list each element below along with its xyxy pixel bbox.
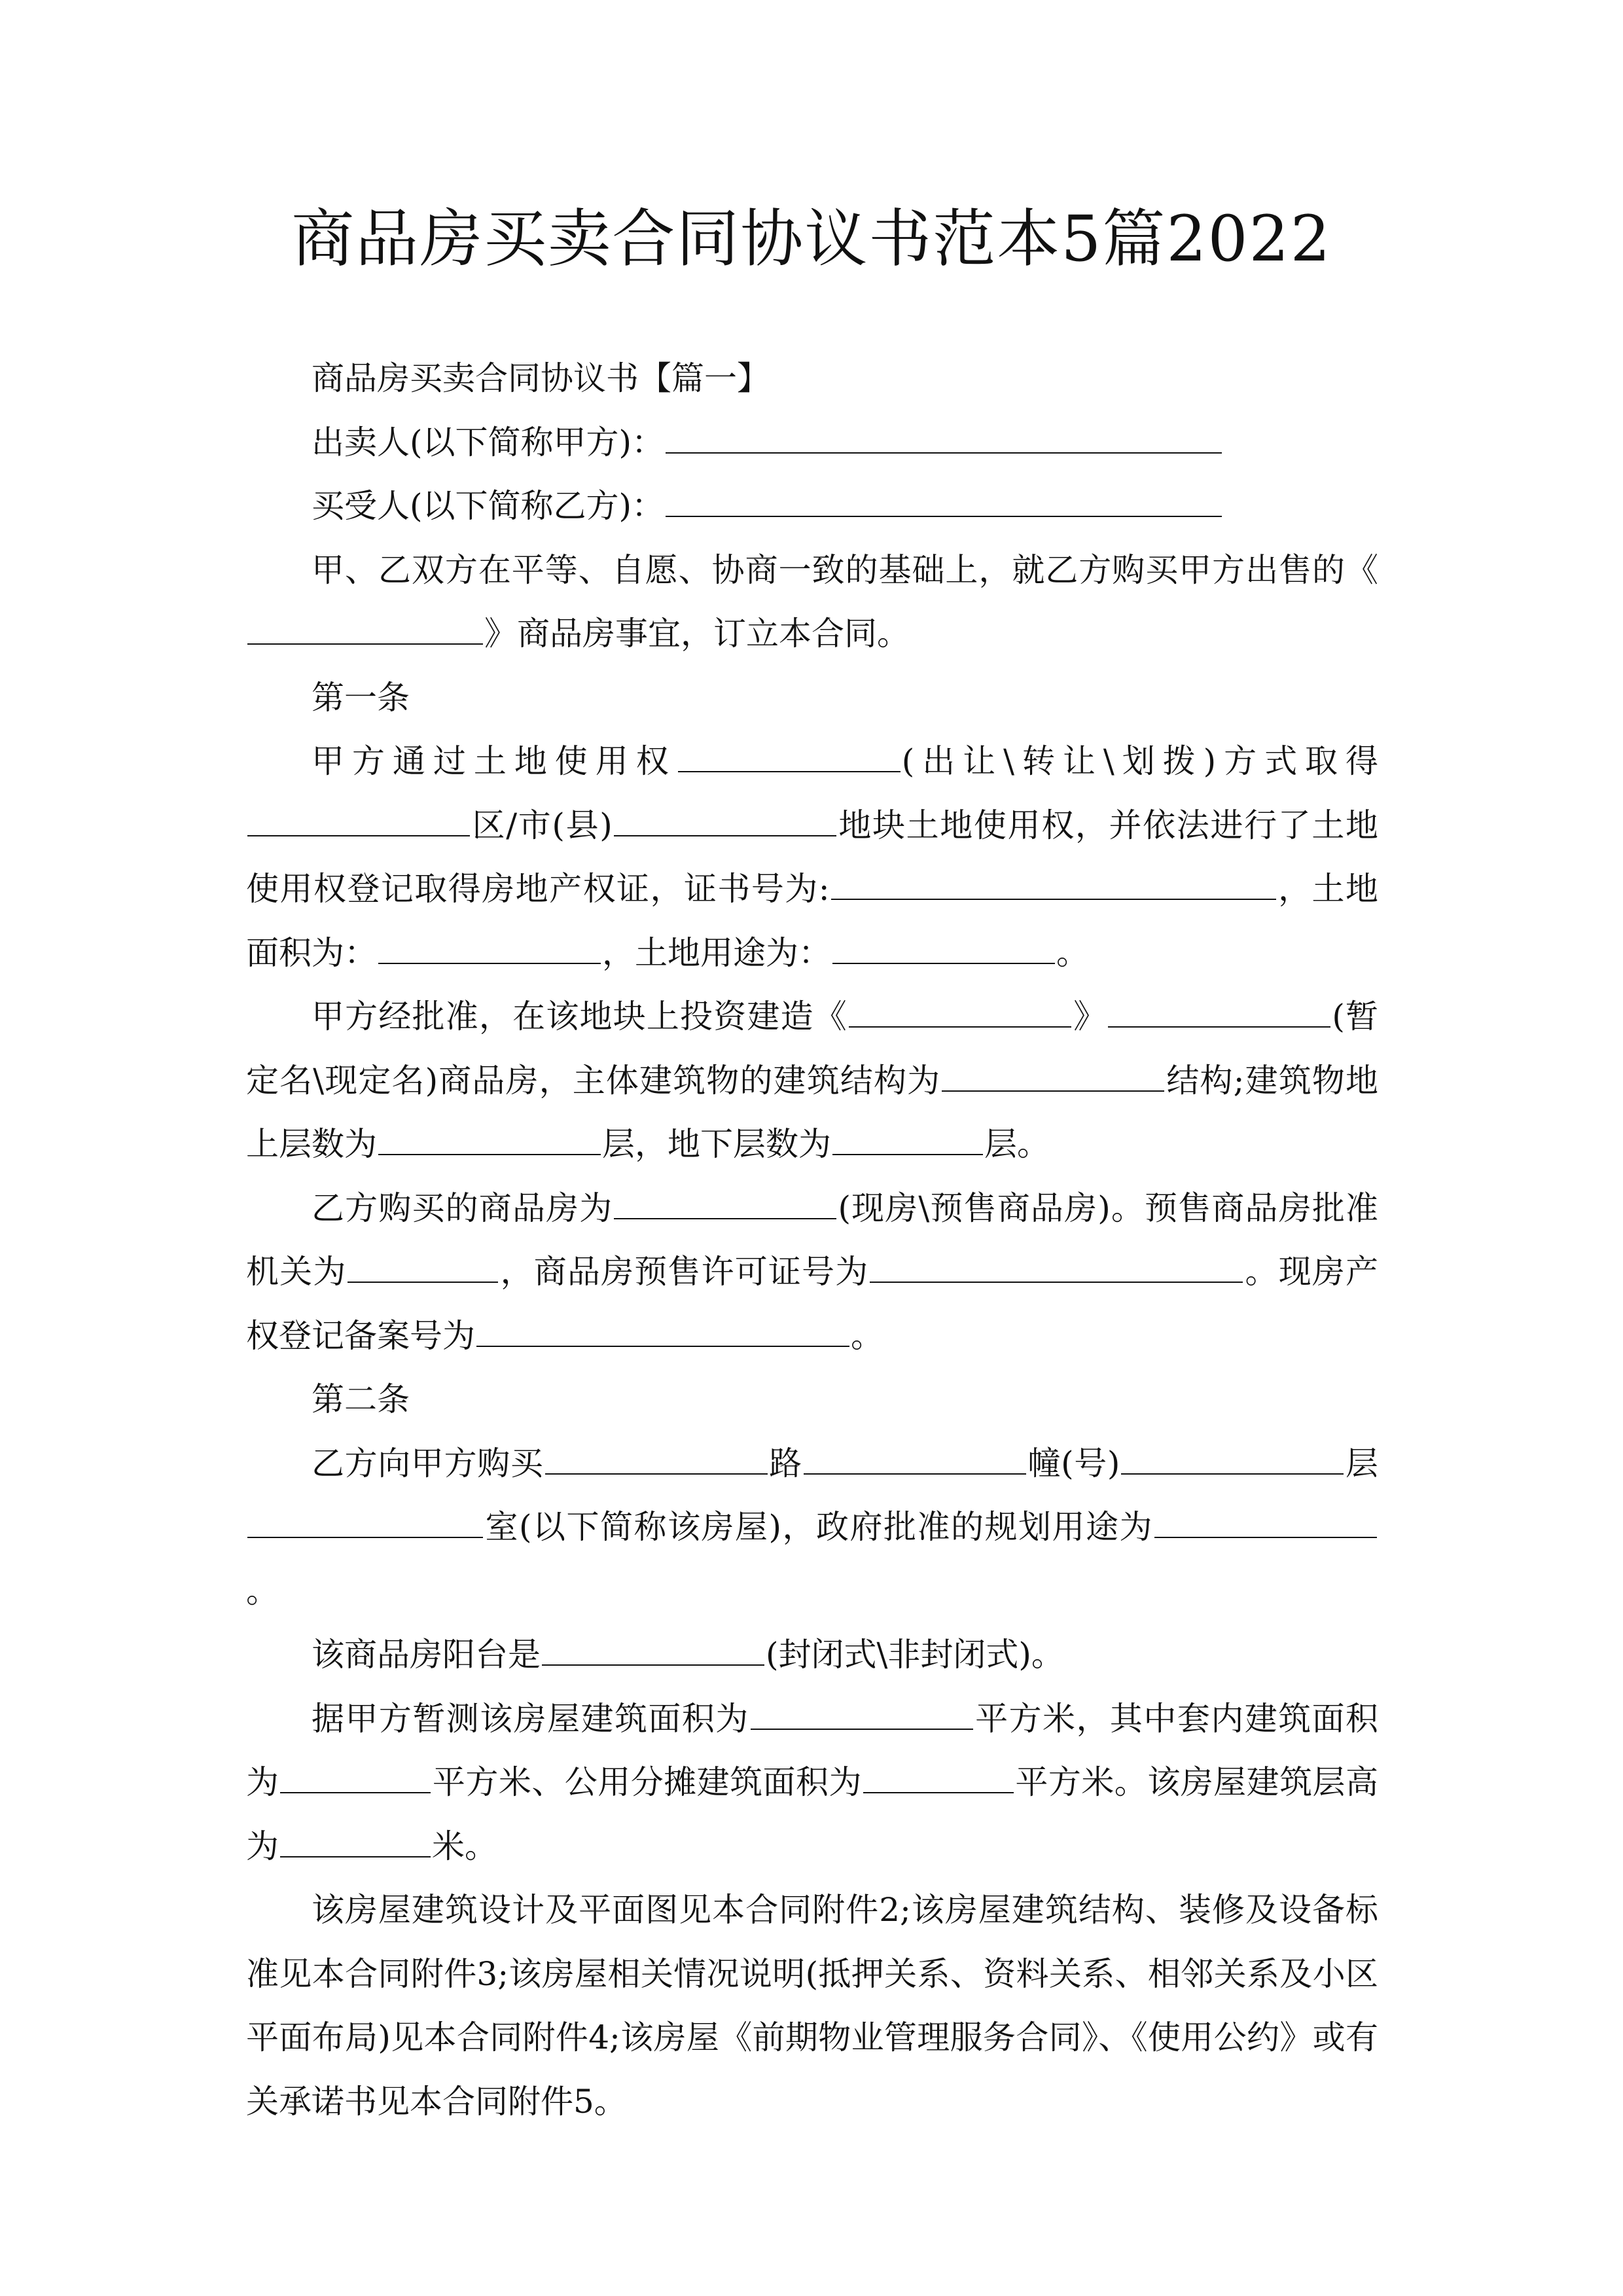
floor-blank[interactable] — [1121, 1441, 1344, 1475]
text-run: 该商品房阳台是 — [312, 1636, 541, 1674]
floor-area-blank[interactable] — [751, 1696, 973, 1730]
text-run: 路 — [768, 1444, 802, 1482]
text-run: (封闭式\非封闭式)。 — [766, 1636, 1064, 1674]
text-run: 平方米。该房屋建筑层高为 — [246, 1763, 1379, 1865]
intro-paragraph — [246, 539, 1378, 666]
text-run: 幢(号) — [1027, 1444, 1120, 1482]
text-run: 室(以下简称该房屋)，政府批准的规划用途为 — [484, 1508, 1153, 1546]
text-run: 。 — [851, 1316, 883, 1355]
buyer-label: 买受人(以下简称乙方)： — [312, 487, 665, 525]
land-area-blank[interactable] — [378, 930, 601, 964]
article-2-label: 第二条 — [312, 1380, 410, 1418]
text-run: 平方米，其中套内建筑面积为 — [246, 1699, 1379, 1801]
text-run: 甲、乙双方在平等、自愿、协商一致的基础上，就乙方购买甲方出售的《 — [312, 550, 1378, 589]
floor-height-blank[interactable] — [280, 1823, 431, 1857]
text-run: 结构;建筑物地上层数为 — [246, 1061, 1378, 1163]
building-number-blank[interactable] — [804, 1441, 1026, 1475]
text-run: 地块土地使用权，并依法进行了土地使用权登记取得房地产权证，证书号为: — [246, 806, 1379, 908]
document-body — [246, 347, 1378, 2134]
text-run: (暂定名\现定名)商品房，主体建筑物的建筑结构为 — [246, 997, 1379, 1100]
project-name-blank[interactable] — [247, 611, 483, 645]
text-run: 层，地下层数为 — [602, 1125, 831, 1163]
article-1-label: 第一条 — [312, 678, 410, 717]
presale-permit-blank[interactable] — [870, 1249, 1243, 1283]
text-run: 甲方通过土地使用权 — [312, 742, 677, 780]
registration-number-blank[interactable] — [476, 1313, 849, 1347]
document-title: 商品房买卖合同协议书范本5篇2022 — [291, 202, 1332, 276]
building-blank[interactable] — [1108, 994, 1330, 1028]
road-blank[interactable] — [545, 1441, 768, 1475]
planned-use-blank[interactable] — [1154, 1504, 1377, 1538]
seller-label: 出卖人(以下简称甲方)： — [312, 423, 665, 461]
house-type-blank[interactable] — [614, 1185, 836, 1219]
text-run: 。 — [246, 1571, 279, 1610]
structure-blank[interactable] — [942, 1058, 1164, 1092]
seller-blank[interactable] — [666, 420, 1222, 454]
text-run: 层。 — [984, 1125, 1050, 1163]
buyer-blank[interactable] — [666, 483, 1222, 517]
text-run: (出让\转让\划拨)方式取得 — [901, 742, 1378, 780]
article-2-location-paragraph — [246, 1432, 1378, 1624]
text-run: 》 — [1072, 997, 1107, 1035]
text-run: 米。 — [432, 1827, 497, 1865]
shared-area-blank[interactable] — [863, 1759, 1014, 1793]
inner-area-blank[interactable] — [280, 1759, 431, 1793]
text-run: 区/市(县) — [471, 806, 613, 844]
section-heading: 商品房买卖合同协议书【篇一】 — [312, 359, 770, 397]
text-run: 乙方购买的商品房为 — [312, 1189, 613, 1227]
text-run: ，土地面积为： — [246, 870, 1378, 972]
article-1-land-paragraph — [246, 730, 1378, 985]
floors-above-blank[interactable] — [378, 1121, 601, 1155]
article-2-area-paragraph — [246, 1687, 1378, 1879]
text-run: (现房\预售商品房)。预售商品房批准机关为 — [246, 1189, 1379, 1291]
text-run: 乙方向甲方购买 — [312, 1444, 544, 1482]
text-run: 据甲方暂测该房屋建筑面积为 — [312, 1699, 749, 1738]
seller-line — [246, 411, 1378, 475]
plot-blank[interactable] — [614, 802, 836, 836]
article-1-sale-paragraph — [246, 1177, 1378, 1369]
article-2-attachments-paragraph: 该房屋建筑设计及平面图见本合同附件2;该房屋建筑结构、装修及设备标准见本合同附件3;该房屋相关情况说明(抵押关系、资料关系、相邻关系及小区平面布局)见本合同附件4;该房屋《前期物业管理服务合同》、《使用公约》或有关承诺书见本合同附件5。 — [246, 1891, 1378, 2121]
approval-authority-blank[interactable] — [348, 1249, 498, 1283]
text-run: 层 — [1345, 1444, 1379, 1482]
floors-below-blank[interactable] — [832, 1121, 983, 1155]
article-1-building-paragraph — [246, 985, 1378, 1177]
text-run: 。 — [1056, 933, 1089, 972]
certificate-number-blank[interactable] — [831, 866, 1276, 900]
text-run: ，商品房预售许可证号为 — [499, 1253, 869, 1291]
district-blank[interactable] — [247, 802, 470, 836]
text-run: 平方米、公用分摊建筑面积为 — [432, 1763, 862, 1801]
balcony-type-blank[interactable] — [542, 1632, 764, 1666]
land-use-blank[interactable] — [832, 930, 1055, 964]
text-run: ，土地用途为： — [602, 933, 831, 972]
buyer-line — [246, 475, 1378, 539]
land-right-blank[interactable] — [678, 738, 901, 772]
text-run: 。现房产权登记备案号为 — [246, 1253, 1379, 1355]
article-2-balcony-paragraph — [246, 1623, 1378, 1687]
text-run: 甲方经批准，在该地块上投资建造《 — [312, 997, 847, 1035]
text-run: 》商品房事宜，订立本合同。 — [484, 615, 910, 653]
room-blank[interactable] — [247, 1504, 483, 1538]
building-name-blank[interactable] — [849, 994, 1071, 1028]
